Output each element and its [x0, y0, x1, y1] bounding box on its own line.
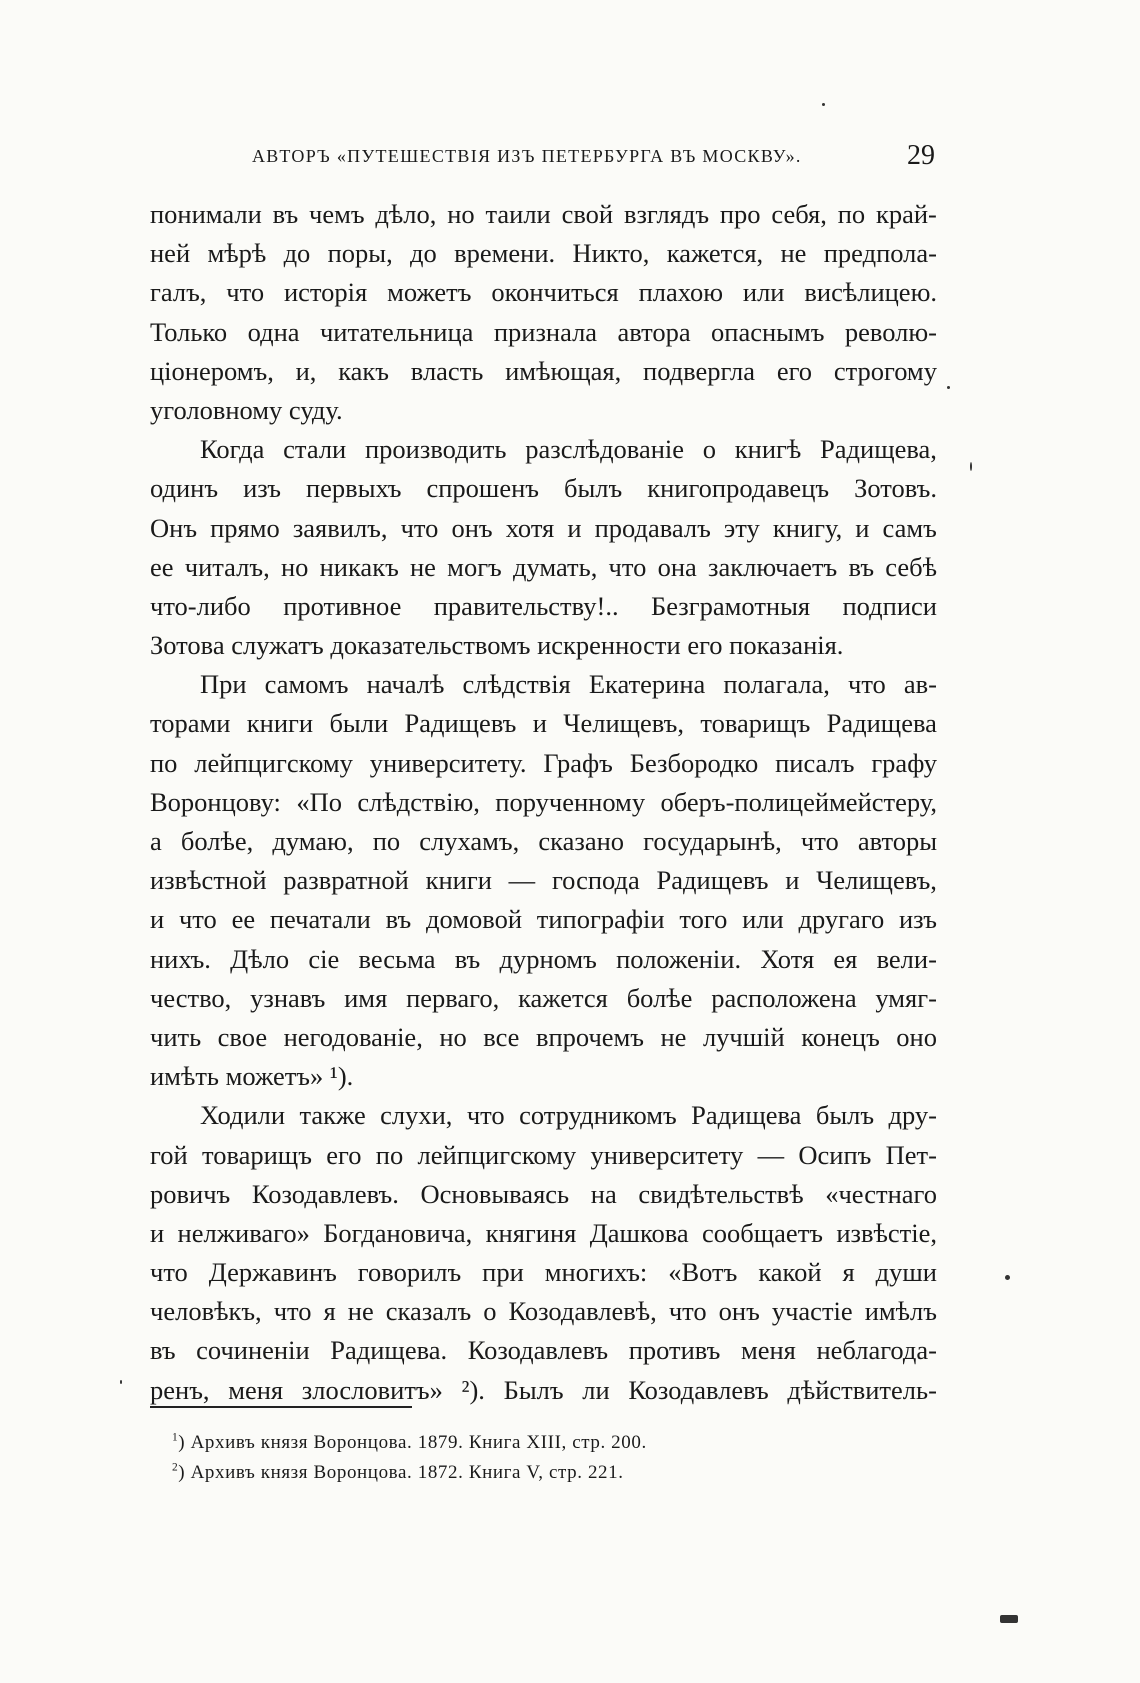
footnote-2-mark: 2 [172, 1461, 179, 1474]
text-line: Только одна читательница признала автора опаснымъ револю- [150, 316, 937, 347]
text-line: ней мѣрѣ до поры, до времени. Никто, кажется, не предпола- [150, 238, 937, 269]
text-line: понимали въ чемъ дѣло, но таили свой взглядъ про себя, по край- [150, 199, 937, 229]
scan-speck [822, 103, 825, 106]
running-head: АВТОРЪ «ПУТЕШЕСТВІЯ ИЗЪ ПЕТЕРБУРГА ВЪ МОСКВУ». [252, 146, 802, 166]
text-line: одинъ изъ первыхъ спрошенъ былъ книгопродавецъ Зотовъ. [150, 473, 937, 504]
page-number: 29 [907, 140, 935, 171]
text-line: Зотова служатъ доказательствомъ искренности его показанія. [150, 630, 844, 661]
text-line: уголовному суду. [150, 394, 343, 425]
paragraph [150, 665, 937, 1096]
footnote-rule [150, 1406, 412, 1408]
text-line: а болѣе, думаю, по слухамъ, сказано государынѣ, что авторы [150, 826, 937, 856]
footnote-2-text: ) Архивъ князя Воронцова. 1872. Книга V, стр. 221. [178, 1462, 624, 1483]
text-line: ціонеромъ, и, какъ власть имѣющая, подвергла его строгому [150, 355, 937, 386]
scan-speck [970, 462, 972, 471]
text-line: ренъ, меня злословитъ» ²). Былъ ли Козодавлевъ дѣйствитель- [150, 1374, 937, 1405]
text-line: и нелживаго» Богдановича, княгиня Дашкова сообщаетъ извѣстіе, [150, 1217, 937, 1248]
footnote-1-text: ) Архивъ князя Воронцова. 1879. Книга XIII, стр. 200. [178, 1432, 647, 1453]
text-line: по лейпцигскому университету. Графъ Безбородко писалъ графу [150, 747, 937, 778]
footnote-2 [172, 1458, 647, 1488]
text-line: что Державинъ говорилъ при многихъ: «Вотъ какой я души [150, 1257, 937, 1288]
footnote-1-mark: 1 [172, 1431, 179, 1444]
scan-speck [1000, 1615, 1018, 1623]
scan-speck [947, 386, 950, 389]
text-line: торами книги были Радищевъ и Челищевъ, товарищъ Радищева [150, 708, 937, 739]
paragraph [150, 1096, 937, 1410]
text-line: галъ, что исторія можетъ окончиться плахою или висѣлицею. [150, 277, 937, 308]
text-line: Когда стали производить разслѣдованіе о книгѣ Радищева, [200, 434, 937, 465]
text-line: ее читалъ, но никакъ не могъ думать, что она заключаетъ въ себѣ [150, 551, 937, 582]
scan-speck [1005, 1275, 1010, 1280]
text-line: чить свое негодованіе, но все впрочемъ не лучшій конецъ оно [150, 1021, 937, 1052]
text-line: и что ее печатали въ домовой типографіи того или другаго изъ [150, 904, 937, 935]
text-line: въ сочиненіи Радищева. Козодавлевъ противъ меня неблагода- [150, 1335, 937, 1366]
paragraph [150, 195, 937, 430]
text-line: человѣкъ, что я не сказалъ о Козодавлевѣ, что онъ участіе имѣлъ [150, 1296, 937, 1327]
scan-speck [120, 1380, 122, 1384]
footnote-1 [172, 1428, 647, 1458]
text-line: При самомъ началѣ слѣдствія Екатерина полагала, что ав- [200, 669, 937, 700]
text-line: извѣстной развратной книги — господа Радищевъ и Челищевъ, [150, 865, 937, 896]
text-line: нихъ. Дѣло сіе весьма въ дурномъ положеніи. Хотя ея вели- [150, 943, 937, 974]
text-line: что-либо противное правительству!.. Безграмотныя подписи [150, 590, 937, 621]
text-line: Воронцову: «По слѣдствію, порученному оберъ-полицеймейстеру, [150, 786, 937, 817]
text-line: Онъ прямо заявилъ, что онъ хотя и продавалъ эту книгу, и самъ [150, 512, 937, 543]
paragraph [150, 430, 937, 665]
text-line: чество, узнавъ имя перваго, кажется болѣе расположена умяг- [150, 982, 937, 1013]
text-line: гой товарищъ его по лейпцигскому университету — Осипъ Пет- [150, 1139, 937, 1170]
page-header [252, 140, 935, 176]
body-text [150, 195, 937, 1410]
text-line: ровичъ Козодавлевъ. Основываясь на свидѣтельствѣ «честнаго [150, 1178, 937, 1209]
footnotes [172, 1428, 647, 1488]
text-line: Ходили также слухи, что сотрудникомъ Радищева былъ дру- [200, 1100, 937, 1131]
text-line: имѣть можетъ» ¹). [150, 1061, 354, 1092]
